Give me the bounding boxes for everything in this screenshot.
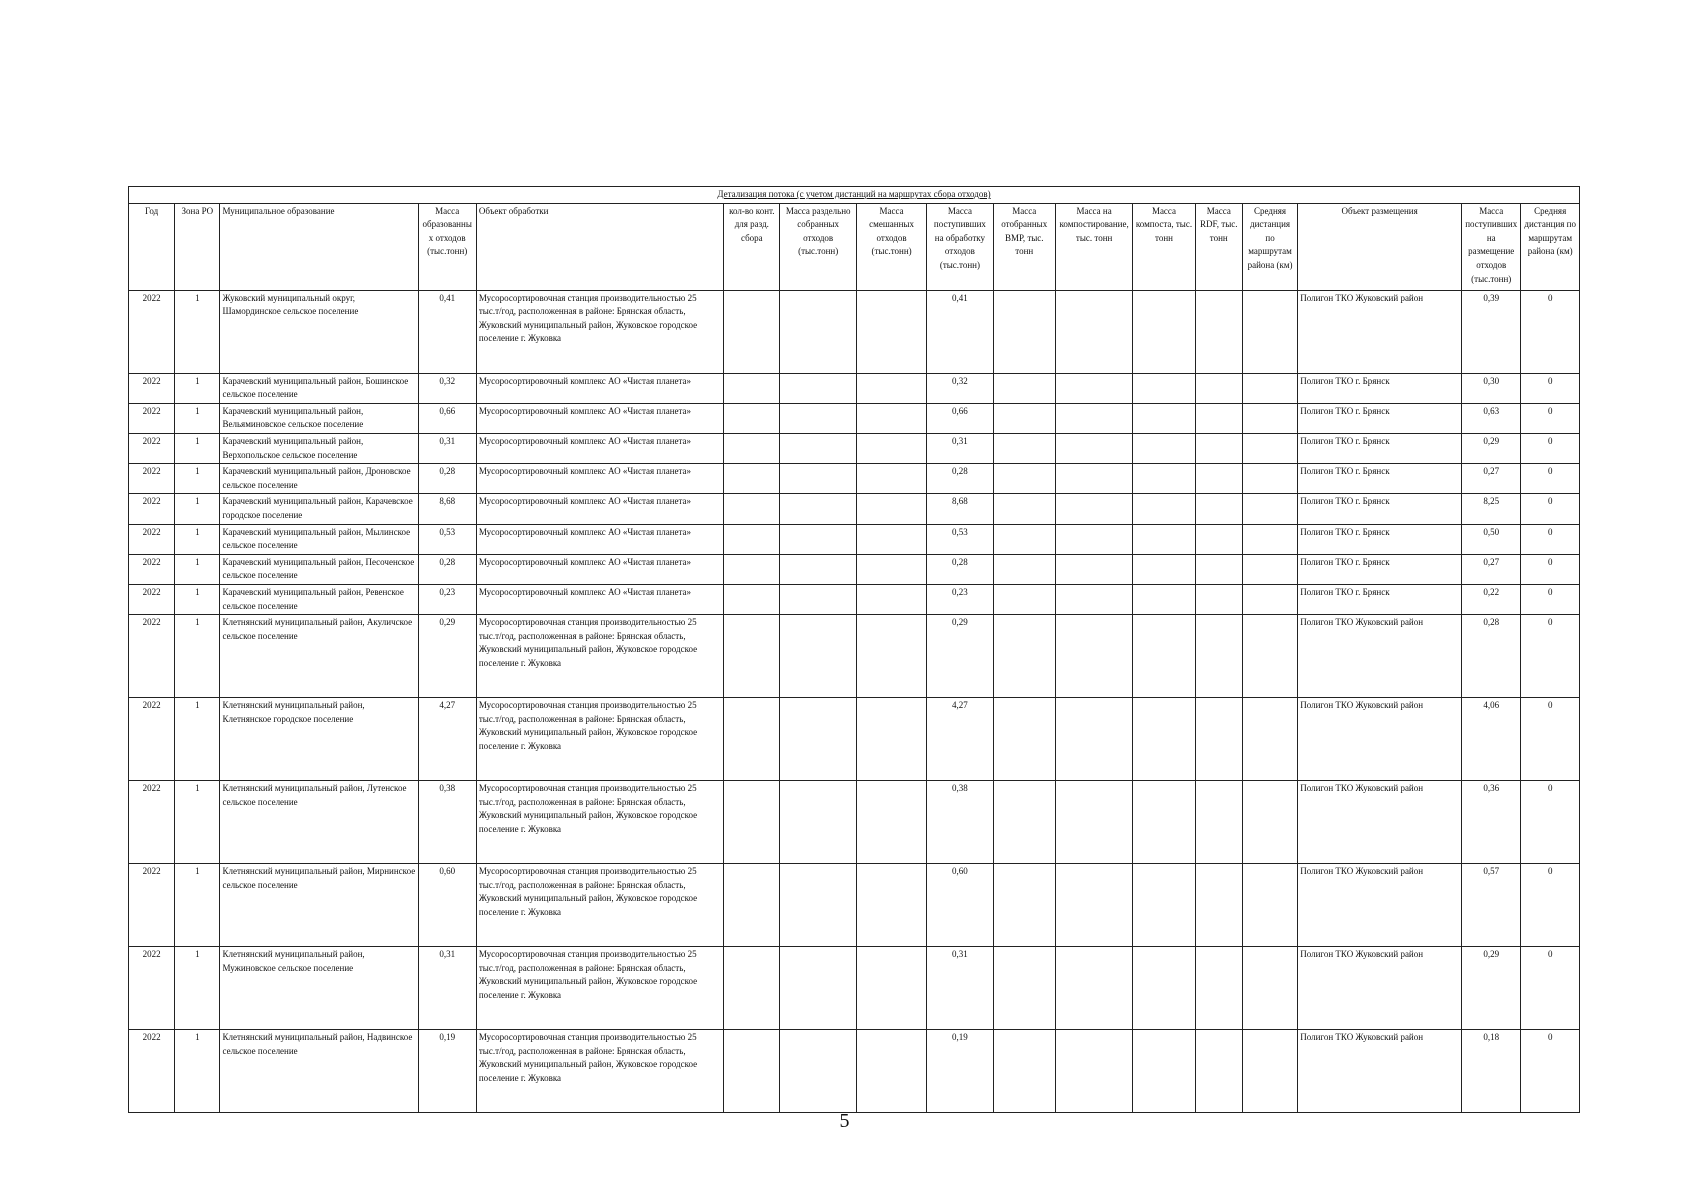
cell-avg-distance [1242, 698, 1297, 781]
cell-mass-placement: 0,30 [1462, 373, 1521, 403]
table-row [129, 403, 1580, 433]
cell-treatment-object: Мусоросортировочная станция производительностью 25 тыс.т/год, расположенная в районе: Брянская область, Жуковский муниципальный район, Жуковское городское поселение г. Жуковка [476, 1030, 723, 1113]
cell-mass-separate [780, 464, 856, 494]
cell-year: 2022 [129, 615, 175, 698]
header-mass-compost: Масса компоста, тыс. тонн [1133, 203, 1195, 290]
cell-year: 2022 [129, 373, 175, 403]
cell-mass-compost [1133, 494, 1195, 524]
header-placement-object: Объект размещения [1298, 203, 1462, 290]
cell-mass-separate [780, 615, 856, 698]
cell-municipality: Карачевский муниципальный район, Ревенское сельское поселение [220, 584, 418, 614]
cell-mass-placement: 4,06 [1462, 698, 1521, 781]
cell-mass-compost-in [1055, 615, 1132, 698]
cell-mass-mixed [856, 373, 926, 403]
cell-avg-distance [1242, 290, 1297, 373]
cell-year: 2022 [129, 781, 175, 864]
cell-avg-distance-2: 0 [1521, 494, 1580, 524]
cell-mass-formed: 0,32 [418, 373, 476, 403]
cell-year: 2022 [129, 864, 175, 947]
cell-mass-bmr [993, 1030, 1055, 1113]
cell-year: 2022 [129, 290, 175, 373]
cell-mass-to-treatment: 4,27 [927, 698, 993, 781]
cell-mass-separate [780, 864, 856, 947]
cell-mass-formed: 0,29 [418, 615, 476, 698]
cell-mass-compost-in [1055, 1030, 1132, 1113]
cell-zone: 1 [175, 464, 220, 494]
cell-placement-object: Полигон ТКО Жуковский район [1298, 864, 1462, 947]
cell-mass-separate [780, 290, 856, 373]
cell-avg-distance [1242, 781, 1297, 864]
cell-placement-object: Полигон ТКО Жуковский район [1298, 698, 1462, 781]
cell-mass-separate [780, 403, 856, 433]
cell-mass-to-treatment: 0,31 [927, 433, 993, 463]
cell-mass-formed: 0,31 [418, 433, 476, 463]
cell-placement-object: Полигон ТКО Жуковский район [1298, 781, 1462, 864]
header-containers: кол-во конт. для разд. сбора [724, 203, 780, 290]
cell-mass-mixed [856, 554, 926, 584]
cell-placement-object: Полигон ТКО г. Брянск [1298, 494, 1462, 524]
cell-mass-separate [780, 698, 856, 781]
cell-mass-mixed [856, 781, 926, 864]
cell-zone: 1 [175, 584, 220, 614]
table-row [129, 524, 1580, 554]
cell-mass-separate [780, 947, 856, 1030]
cell-avg-distance [1242, 584, 1297, 614]
cell-zone: 1 [175, 781, 220, 864]
table-row [129, 554, 1580, 584]
cell-zone: 1 [175, 433, 220, 463]
cell-municipality: Клетнянский муниципальный район, Мужиновское сельское поселение [220, 947, 418, 1030]
cell-mass-compost [1133, 373, 1195, 403]
cell-mass-formed: 4,27 [418, 698, 476, 781]
cell-mass-bmr [993, 781, 1055, 864]
cell-containers [724, 947, 780, 1030]
cell-avg-distance [1242, 403, 1297, 433]
cell-mass-compost [1133, 464, 1195, 494]
cell-mass-bmr [993, 554, 1055, 584]
cell-mass-bmr [993, 464, 1055, 494]
cell-mass-to-treatment: 0,66 [927, 403, 993, 433]
cell-mass-bmr [993, 698, 1055, 781]
cell-mass-rdf [1195, 781, 1242, 864]
cell-mass-rdf [1195, 584, 1242, 614]
cell-mass-placement: 0,29 [1462, 433, 1521, 463]
cell-municipality: Карачевский муниципальный район, Вельяминовское сельское поселение [220, 403, 418, 433]
cell-mass-compost [1133, 524, 1195, 554]
cell-mass-compost-in [1055, 554, 1132, 584]
cell-mass-compost-in [1055, 433, 1132, 463]
cell-containers [724, 433, 780, 463]
cell-mass-bmr [993, 290, 1055, 373]
cell-year: 2022 [129, 584, 175, 614]
cell-containers [724, 494, 780, 524]
cell-mass-placement: 0,63 [1462, 403, 1521, 433]
cell-mass-rdf [1195, 947, 1242, 1030]
cell-mass-formed: 0,31 [418, 947, 476, 1030]
cell-municipality: Карачевский муниципальный район, Песоченское сельское поселение [220, 554, 418, 584]
cell-containers [724, 1030, 780, 1113]
cell-zone: 1 [175, 524, 220, 554]
cell-mass-separate [780, 554, 856, 584]
cell-year: 2022 [129, 554, 175, 584]
cell-year: 2022 [129, 433, 175, 463]
cell-mass-compost [1133, 864, 1195, 947]
cell-mass-mixed [856, 403, 926, 433]
cell-mass-formed: 0,38 [418, 781, 476, 864]
table-row [129, 698, 1580, 781]
cell-mass-bmr [993, 373, 1055, 403]
cell-mass-bmr [993, 615, 1055, 698]
cell-mass-formed: 0,41 [418, 290, 476, 373]
header-year: Год [129, 203, 175, 290]
cell-mass-compost [1133, 615, 1195, 698]
cell-avg-distance-2: 0 [1521, 1030, 1580, 1113]
cell-avg-distance-2: 0 [1521, 698, 1580, 781]
cell-treatment-object: Мусоросортировочная станция производительностью 25 тыс.т/год, расположенная в районе: Брянская область, Жуковский муниципальный район, Жуковское городское поселение г. Жуковка [476, 947, 723, 1030]
header-treatment-object: Объект обработки [476, 203, 723, 290]
header-zone: Зона РО [175, 203, 220, 290]
table-row [129, 615, 1580, 698]
cell-avg-distance [1242, 947, 1297, 1030]
cell-mass-compost-in [1055, 290, 1132, 373]
cell-avg-distance-2: 0 [1521, 781, 1580, 864]
cell-mass-compost-in [1055, 781, 1132, 864]
cell-mass-separate [780, 781, 856, 864]
cell-avg-distance-2: 0 [1521, 947, 1580, 1030]
cell-mass-mixed [856, 584, 926, 614]
cell-zone: 1 [175, 403, 220, 433]
cell-mass-to-treatment: 0,38 [927, 781, 993, 864]
cell-avg-distance-2: 0 [1521, 464, 1580, 494]
header-mass-separate: Масса раздельно собранных отходов (тыс.тонн) [780, 203, 856, 290]
cell-mass-to-treatment: 0,28 [927, 554, 993, 584]
cell-mass-rdf [1195, 373, 1242, 403]
cell-mass-to-treatment: 8,68 [927, 494, 993, 524]
cell-mass-separate [780, 433, 856, 463]
cell-avg-distance [1242, 524, 1297, 554]
cell-containers [724, 524, 780, 554]
header-mass-rdf: Масса RDF, тыс. тонн [1195, 203, 1242, 290]
cell-placement-object: Полигон ТКО г. Брянск [1298, 433, 1462, 463]
cell-containers [724, 781, 780, 864]
cell-treatment-object: Мусоросортировочный комплекс АО «Чистая планета» [476, 403, 723, 433]
cell-mass-placement: 0,39 [1462, 290, 1521, 373]
cell-mass-formed: 0,28 [418, 464, 476, 494]
cell-mass-bmr [993, 864, 1055, 947]
cell-placement-object: Полигон ТКО г. Брянск [1298, 584, 1462, 614]
cell-mass-compost-in [1055, 494, 1132, 524]
cell-year: 2022 [129, 524, 175, 554]
cell-mass-to-treatment: 0,41 [927, 290, 993, 373]
cell-mass-to-treatment: 0,29 [927, 615, 993, 698]
cell-mass-bmr [993, 947, 1055, 1030]
header-avg-distance: Средняя дистанция по маршрутам района (км) [1242, 203, 1297, 290]
cell-containers [724, 464, 780, 494]
header-mass-mixed: Масса смешанных отходов (тыс.тонн) [856, 203, 926, 290]
cell-mass-formed: 0,28 [418, 554, 476, 584]
cell-municipality: Карачевский муниципальный район, Верхопольское сельское поселение [220, 433, 418, 463]
cell-avg-distance-2: 0 [1521, 433, 1580, 463]
cell-mass-rdf [1195, 403, 1242, 433]
cell-mass-rdf [1195, 433, 1242, 463]
cell-mass-formed: 0,60 [418, 864, 476, 947]
cell-mass-compost-in [1055, 524, 1132, 554]
cell-avg-distance-2: 0 [1521, 373, 1580, 403]
table-row [129, 373, 1580, 403]
header-mass-placement: Масса поступивших на размещение отходов (тыс.тонн) [1462, 203, 1521, 290]
cell-treatment-object: Мусоросортировочная станция производительностью 25 тыс.т/год, расположенная в районе: Брянская область, Жуковский муниципальный район, Жуковское городское поселение г. Жуковка [476, 698, 723, 781]
cell-zone: 1 [175, 373, 220, 403]
cell-avg-distance-2: 0 [1521, 403, 1580, 433]
cell-zone: 1 [175, 947, 220, 1030]
cell-treatment-object: Мусоросортировочный комплекс АО «Чистая планета» [476, 433, 723, 463]
cell-mass-compost [1133, 698, 1195, 781]
cell-placement-object: Полигон ТКО Жуковский район [1298, 290, 1462, 373]
cell-mass-compost-in [1055, 698, 1132, 781]
cell-placement-object: Полигон ТКО Жуковский район [1298, 1030, 1462, 1113]
cell-mass-compost [1133, 584, 1195, 614]
cell-mass-to-treatment: 0,23 [927, 584, 993, 614]
cell-placement-object: Полигон ТКО г. Брянск [1298, 403, 1462, 433]
cell-mass-compost-in [1055, 373, 1132, 403]
cell-mass-compost [1133, 1030, 1195, 1113]
cell-municipality: Карачевский муниципальный район, Мылинское сельское поселение [220, 524, 418, 554]
cell-mass-bmr [993, 433, 1055, 463]
cell-municipality: Карачевский муниципальный район, Бошинское сельское поселение [220, 373, 418, 403]
cell-municipality: Клетнянский муниципальный район, Лутенское сельское поселение [220, 781, 418, 864]
cell-year: 2022 [129, 698, 175, 781]
cell-mass-mixed [856, 864, 926, 947]
cell-municipality: Клетнянский муниципальный район, Мирнинское сельское поселение [220, 864, 418, 947]
flow-detail-sheet [128, 186, 1580, 1113]
cell-treatment-object: Мусоросортировочный комплекс АО «Чистая планета» [476, 464, 723, 494]
cell-year: 2022 [129, 1030, 175, 1113]
cell-placement-object: Полигон ТКО Жуковский район [1298, 615, 1462, 698]
cell-containers [724, 698, 780, 781]
cell-municipality: Карачевский муниципальный район, Дроновское сельское поселение [220, 464, 418, 494]
table-row [129, 781, 1580, 864]
cell-mass-mixed [856, 290, 926, 373]
cell-mass-bmr [993, 494, 1055, 524]
cell-mass-mixed [856, 1030, 926, 1113]
cell-mass-placement: 8,25 [1462, 494, 1521, 524]
cell-mass-bmr [993, 584, 1055, 614]
cell-year: 2022 [129, 464, 175, 494]
cell-mass-compost-in [1055, 584, 1132, 614]
cell-municipality: Жуковский муниципальный округ, Шамординское сельское поселение [220, 290, 418, 373]
header-mass-formed: Масса образованных отходов (тыс.тонн) [418, 203, 476, 290]
cell-mass-rdf [1195, 494, 1242, 524]
cell-mass-placement: 0,18 [1462, 1030, 1521, 1113]
cell-avg-distance [1242, 864, 1297, 947]
cell-municipality: Клетнянский муниципальный район, Надвинское сельское поселение [220, 1030, 418, 1113]
cell-treatment-object: Мусоросортировочная станция производительностью 25 тыс.т/год, расположенная в районе: Брянская область, Жуковский муниципальный район, Жуковское городское поселение г. Жуковка [476, 615, 723, 698]
cell-mass-separate [780, 373, 856, 403]
cell-mass-to-treatment: 0,60 [927, 864, 993, 947]
cell-treatment-object: Мусоросортировочная станция производительностью 25 тыс.т/год, расположенная в районе: Брянская область, Жуковский муниципальный район, Жуковское городское поселение г. Жуковка [476, 290, 723, 373]
cell-mass-separate [780, 1030, 856, 1113]
cell-mass-compost-in [1055, 464, 1132, 494]
cell-mass-placement: 0,50 [1462, 524, 1521, 554]
table-row [129, 290, 1580, 373]
cell-mass-mixed [856, 494, 926, 524]
table-row [129, 1030, 1580, 1113]
cell-mass-mixed [856, 947, 926, 1030]
cell-containers [724, 554, 780, 584]
cell-mass-compost-in [1055, 947, 1132, 1030]
cell-treatment-object: Мусоросортировочный комплекс АО «Чистая планета» [476, 494, 723, 524]
cell-mass-compost-in [1055, 403, 1132, 433]
cell-mass-separate [780, 494, 856, 524]
cell-containers [724, 864, 780, 947]
cell-mass-placement: 0,28 [1462, 615, 1521, 698]
flow-detail-table [128, 186, 1580, 1113]
cell-avg-distance [1242, 615, 1297, 698]
cell-placement-object: Полигон ТКО г. Брянск [1298, 464, 1462, 494]
cell-containers [724, 584, 780, 614]
cell-mass-to-treatment: 0,31 [927, 947, 993, 1030]
header-mass-bmr: Масса отобранных ВМР, тыс. тонн [993, 203, 1055, 290]
cell-mass-rdf [1195, 524, 1242, 554]
cell-avg-distance-2: 0 [1521, 864, 1580, 947]
cell-municipality: Карачевский муниципальный район, Карачевское городское поселение [220, 494, 418, 524]
cell-mass-compost [1133, 554, 1195, 584]
cell-treatment-object: Мусоросортировочная станция производительностью 25 тыс.т/год, расположенная в районе: Брянская область, Жуковский муниципальный район, Жуковское городское поселение г. Жуковка [476, 781, 723, 864]
cell-avg-distance-2: 0 [1521, 584, 1580, 614]
cell-mass-placement: 0,29 [1462, 947, 1521, 1030]
cell-avg-distance [1242, 433, 1297, 463]
cell-mass-compost [1133, 781, 1195, 864]
cell-mass-compost-in [1055, 864, 1132, 947]
cell-treatment-object: Мусоросортировочный комплекс АО «Чистая планета» [476, 373, 723, 403]
cell-zone: 1 [175, 554, 220, 584]
cell-year: 2022 [129, 494, 175, 524]
cell-avg-distance-2: 0 [1521, 524, 1580, 554]
cell-treatment-object: Мусоросортировочный комплекс АО «Чистая планета» [476, 524, 723, 554]
cell-mass-mixed [856, 464, 926, 494]
cell-mass-rdf [1195, 464, 1242, 494]
cell-mass-rdf [1195, 698, 1242, 781]
cell-placement-object: Полигон ТКО г. Брянск [1298, 524, 1462, 554]
cell-mass-rdf [1195, 554, 1242, 584]
cell-mass-formed: 0,19 [418, 1030, 476, 1113]
cell-mass-formed: 8,68 [418, 494, 476, 524]
header-municipality: Муниципальное образование [220, 203, 418, 290]
cell-mass-compost [1133, 433, 1195, 463]
cell-mass-placement: 0,22 [1462, 584, 1521, 614]
header-mass-to-treatment: Масса поступивших на обработку отходов (тыс.тонн) [927, 203, 993, 290]
cell-avg-distance-2: 0 [1521, 290, 1580, 373]
header-mass-compost-in: Масса на компостирование, тыс. тонн [1055, 203, 1132, 290]
cell-mass-rdf [1195, 1030, 1242, 1113]
cell-municipality: Клетнянский муниципальный район, Клетнянское городское поселение [220, 698, 418, 781]
cell-mass-bmr [993, 524, 1055, 554]
cell-treatment-object: Мусоросортировочный комплекс АО «Чистая планета» [476, 554, 723, 584]
table-row [129, 494, 1580, 524]
cell-placement-object: Полигон ТКО г. Брянск [1298, 554, 1462, 584]
cell-avg-distance-2: 0 [1521, 554, 1580, 584]
cell-mass-compost [1133, 403, 1195, 433]
cell-zone: 1 [175, 290, 220, 373]
cell-avg-distance [1242, 1030, 1297, 1113]
cell-mass-to-treatment: 0,28 [927, 464, 993, 494]
cell-mass-separate [780, 584, 856, 614]
cell-avg-distance [1242, 464, 1297, 494]
table-row [129, 947, 1580, 1030]
table-title: Детализация потока (с учетом дистанций на маршрутах сбора отходов) [129, 187, 1580, 204]
page-number: 5 [839, 1110, 850, 1132]
cell-placement-object: Полигон ТКО Жуковский район [1298, 947, 1462, 1030]
cell-avg-distance [1242, 373, 1297, 403]
cell-mass-placement: 0,57 [1462, 864, 1521, 947]
cell-mass-compost [1133, 290, 1195, 373]
table-row [129, 864, 1580, 947]
cell-avg-distance [1242, 494, 1297, 524]
cell-mass-bmr [993, 403, 1055, 433]
cell-zone: 1 [175, 615, 220, 698]
cell-containers [724, 373, 780, 403]
cell-treatment-object: Мусоросортировочная станция производительностью 25 тыс.т/год, расположенная в районе: Брянская область, Жуковский муниципальный район, Жуковское городское поселение г. Жуковка [476, 864, 723, 947]
table-row [129, 584, 1580, 614]
cell-mass-to-treatment: 0,53 [927, 524, 993, 554]
cell-mass-rdf [1195, 615, 1242, 698]
cell-avg-distance-2: 0 [1521, 615, 1580, 698]
cell-mass-mixed [856, 698, 926, 781]
header-avg-distance-2: Средняя дистанция по маршрутам района (км) [1521, 203, 1580, 290]
cell-mass-formed: 0,23 [418, 584, 476, 614]
cell-mass-mixed [856, 433, 926, 463]
cell-placement-object: Полигон ТКО г. Брянск [1298, 373, 1462, 403]
cell-mass-compost [1133, 947, 1195, 1030]
cell-mass-formed: 0,53 [418, 524, 476, 554]
cell-mass-rdf [1195, 290, 1242, 373]
cell-mass-formed: 0,66 [418, 403, 476, 433]
cell-mass-placement: 0,27 [1462, 554, 1521, 584]
table-body [129, 290, 1580, 1113]
cell-avg-distance [1242, 554, 1297, 584]
cell-containers [724, 403, 780, 433]
cell-zone: 1 [175, 864, 220, 947]
cell-mass-separate [780, 524, 856, 554]
table-row [129, 433, 1580, 463]
cell-zone: 1 [175, 1030, 220, 1113]
cell-containers [724, 290, 780, 373]
cell-mass-rdf [1195, 864, 1242, 947]
cell-mass-to-treatment: 0,32 [927, 373, 993, 403]
cell-mass-placement: 0,36 [1462, 781, 1521, 864]
cell-mass-mixed [856, 615, 926, 698]
cell-year: 2022 [129, 403, 175, 433]
cell-containers [724, 615, 780, 698]
cell-municipality: Клетнянский муниципальный район, Акуличское сельское поселение [220, 615, 418, 698]
cell-mass-mixed [856, 524, 926, 554]
cell-mass-placement: 0,27 [1462, 464, 1521, 494]
table-row [129, 464, 1580, 494]
cell-treatment-object: Мусоросортировочный комплекс АО «Чистая планета» [476, 584, 723, 614]
cell-zone: 1 [175, 494, 220, 524]
cell-zone: 1 [175, 698, 220, 781]
cell-year: 2022 [129, 947, 175, 1030]
cell-mass-to-treatment: 0,19 [927, 1030, 993, 1113]
